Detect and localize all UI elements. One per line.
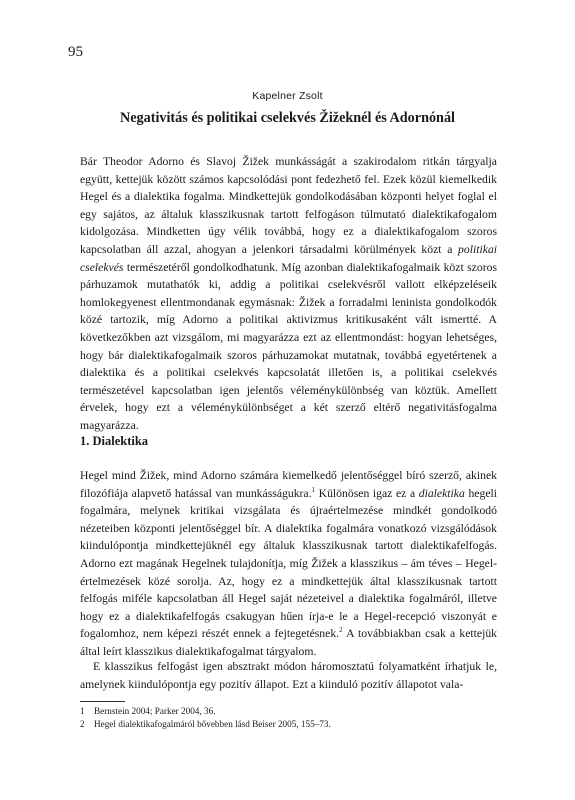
footnote-text: Hegel dialektikafogalmáról bővebben lásd Beiser 2005, 155–73. — [94, 719, 331, 729]
footnote-ref-1[interactable]: 1 — [311, 485, 316, 494]
footnote-text: Bernstein 2004; Parker 2004, 36. — [94, 706, 216, 716]
author-name: Kapelner Zsolt — [252, 90, 323, 102]
paragraph-text: Különösen igaz ez a — [315, 486, 419, 500]
body-paragraph-2: E klasszikus felfogást igen absztrakt módon háromosztatú folyamatként írhatjuk le, amelynek kiindulópontja egy pozitív állapot. Ezt a kiinduló pozitív állapotot vala- — [80, 660, 497, 691]
footnote-ref-2[interactable]: 2 — [339, 626, 343, 635]
footnote-list — [80, 705, 497, 731]
page-number: 95 — [68, 44, 83, 60]
abstract-text-2: természetéről gondolkodhatunk. Míg azonban dialektikafogalmaik közt szoros párhuzamok mutathatók ki, addig a politikai cselekvésről vallott elképzeléseik homlokegyenest ellentmondanak egymásnak: Žižek a forradalmi leninista gondolkodók közé tartozik, míg Adorno a politikai aktivizmus kritikusaként vált ismertté. A következőkben azt vizsgálom, mi magyarázza ezt az ellentmondást: hogyan lehetséges, hogy bár dialektikafogalmaik szoros párhuzamokat mutatnak, továbbá egyetértenek a dialektika és a politikai cselekvés kapcsolatát illetően is, a politikai cselekvés természetével kapcsolatban igen jelentős véleménykülönbség van köztük. Amellett érvelek, hogy ezt a véleménykülönbséget a két szerző eltérő negativitásfogalma magyarázza. — [80, 260, 497, 432]
abstract-paragraph — [80, 153, 497, 435]
paragraph-emphasis: dialektika — [418, 486, 465, 500]
paragraph-text: hegeli fogalmára, melynek kritikai vizsgálata és újraértelmezése mindkét gondolkodó nézeteiben központi jelentőséggel bír. A dialektika fogalmára vonatkozó vizsgálódások kiindulópontja mindkettejüknél egy általuk klasszikusnak tartott dialektikafelfogás. Adorno ezt magának Hegelnek tulajdonítja, míg Žižek a klasszikus – ám téves – Hegel-értelmezések közé sorolja. Az, hogy ez a mindkettejük által klasszikusnak tartott felfogás miféle kapcsolatban áll Hegel saját nézeteivel a dialektika fogalmáról, illetve hogy ez a dialektikafelfogás csakugyan hűen írja-e le a Hegel-recepció viszonyát e fogalomhoz, nem képezi részét ennek a fejtegetésnek. — [80, 486, 498, 641]
footnote-item — [80, 718, 497, 731]
footnote-divider — [80, 701, 125, 702]
abstract-text-1: Bár Theodor Adorno és Slavoj Žižek munkásságát a szakirodalom ritkán tárgyalja együtt, kettejük között számos kapcsolódási pont fedezhető fel. Ezek közül kiemelkedik Hegel és a dialektika fogalma. Mindkettejük gondolkodásában központi helyet foglal el egy sajátos, az általuk klasszikusnak tartott felfogáson túlmutató dialektikafogalom kidolgozása. Mindketten úgy vélik továbbá, hogy ez a dialektikafogalom szoros kapcsolatban áll azzal, ahogyan a jelenkori társadalmi körülmények közt a — [80, 155, 497, 256]
footnote-number: 1 — [80, 706, 85, 716]
body-paragraph-1 — [80, 467, 497, 661]
article-title: Negativitás és politikai cselekvés Žižeknél és Adornónál — [120, 110, 455, 126]
paragraph-text: Hegel mind Žižek, mind Adorno számára kiemelkedő jelentőséggel bíró szerző, akinek filozófiája alapvető hatással van munkásságukra. — [80, 469, 497, 500]
abstract-emphasis: politikai cselekvés — [80, 242, 497, 274]
paragraph-text: A továbbiakban csak a kettejük által leírt klasszikus dialektikafogalmat tárgyalom. — [80, 627, 498, 658]
footnote-item — [80, 705, 497, 718]
section-heading: 1. Dialektika — [80, 434, 149, 448]
footnote-number: 2 — [80, 719, 85, 729]
